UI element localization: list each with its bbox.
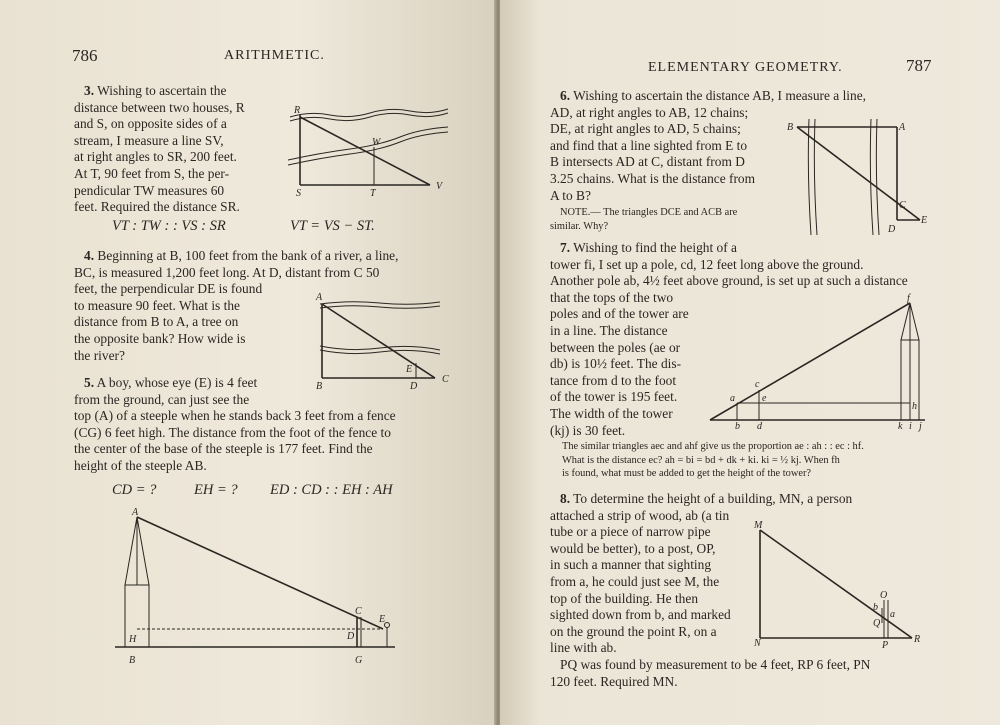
svg-text:B: B [316,381,323,392]
svg-text:R: R [294,105,301,116]
svg-text:f: f [907,293,910,304]
figure-river-houses [280,105,450,200]
svg-text:A: A [899,122,906,133]
equation: CD = ? [112,482,157,498]
boy-figure [385,623,390,628]
svg-text:R: R [914,634,921,645]
left-page [0,0,496,725]
problem-5: 5. A boy, whose eye (E) is 4 feet from the ground, can just see the top (A) of a steeple when he stands back 3 feet from a fence (CG) 6 feet high. The distance from the foot of the fence to the center of the base of the steeple is 177 feet. Find the height of the steeple AB. [74,375,396,473]
svg-text:B: B [129,655,136,666]
svg-text:i: i [909,421,912,432]
svg-text:j: j [919,421,922,432]
figure-chains [785,115,935,240]
problem-3: 3. Wishing to ascertain the distance between two houses, R and S, on opposite sides of a stream, I measure a line SV, at right angles to SR, 200 feet. At T, 90 feet from S, the per- pendicular TW measures 60 feet. Required the distance SR. [74,83,245,215]
svg-text:C: C [442,374,449,385]
svg-text:e: e [762,393,767,404]
svg-text:W: W [372,137,381,148]
svg-text:d: d [757,421,762,432]
svg-text:a: a [730,393,735,404]
running-header: ARITHMETIC. [224,48,325,63]
svg-text:k: k [898,421,903,432]
svg-text:N: N [754,638,761,649]
svg-text:D: D [888,224,896,235]
svg-text:Q: Q [873,618,881,629]
figure-steeple [115,505,415,670]
figure-building [752,520,932,650]
note: The similar triangles aec and ahf give us the proportion ae : ah : : ec : hf. What is the distance ec? ah = bi = bd + dk + ki. ki = ½ kj. When fh is found, what must be added to get the height of the tower? [562,441,864,479]
svg-text:O: O [880,590,888,601]
svg-text:S: S [296,188,301,199]
svg-text:E: E [379,614,386,625]
svg-text:C: C [899,200,906,211]
svg-text:V: V [436,181,443,192]
problem-6: 6. Wishing to ascertain the distance AB, I measure a line, AD, at right angles to AB, 12 chains; DE, at right angles to AD, 5 chains; and find that a line sighted from E to B intersects AD at C, distant from D 3.25 chains. What is the distance from A to B? [550,88,867,203]
svg-text:D: D [347,631,355,642]
svg-text:M: M [754,520,763,531]
svg-text:A: A [132,507,139,518]
svg-text:C: C [355,606,362,617]
running-header: ELEMENTARY GEOMETRY. [648,60,843,75]
equation: VT : TW : : VS : SR [112,218,226,234]
svg-text:A: A [316,292,323,303]
svg-text:E: E [921,215,928,226]
svg-text:P: P [882,640,889,651]
problem-8: 8. To determine the height of a building, MN, a person attached a strip of wood, ab (a tin tube or a piece of narrow pipe would be better), to a post, OP, in such a manner that sighting from a, he could just see M, the top of the building. He then sighted down from b, and marked on the ground the point R, on a line with ab. PQ was found by measurement to be 4 feet, RP 6 feet, PN 120 feet. Required MN. [550,491,871,689]
figure-tower [705,295,935,430]
svg-text:b: b [735,421,740,432]
equation: VT = VS − ST. [290,218,375,234]
svg-text:b: b [873,602,878,613]
svg-text:E: E [406,364,413,375]
svg-text:B: B [787,122,794,133]
page-number: 787 [906,56,932,75]
right-page [500,0,1000,725]
page-number: 786 [72,46,98,65]
svg-text:a: a [890,609,895,620]
svg-text:G: G [355,655,363,666]
svg-text:h: h [912,401,917,412]
svg-text:T: T [370,188,376,199]
note: NOTE.— The triangles DCE and ACB are similar. Why? [550,207,738,232]
svg-text:H: H [129,634,137,645]
equation: EH = ? [194,482,238,498]
equation: ED : CD : : EH : AH [270,482,393,498]
problem-4: 4. Beginning at B, 100 feet from the bank of a river, a line, BC, is measured 1,200 feet long. At D, distant from C 50 feet, the perpendicular DE is found to measure 90 feet. What is the distance from B to A, a tree on the opposite bank? How wide is the river? [74,248,399,363]
svg-text:D: D [410,381,418,392]
svg-text:c: c [755,379,760,390]
problem-7: 7. Wishing to find the height of a tower fi, I set up a pole, cd, 12 feet long above the ground. Another pole ab, 4½ feet above ground, is set up at such a distance that the tops of the two poles and of the tower are in a line. The distance between the poles (ae or db) is 10½ feet. The dis- tance from d to the foot of the tower is 195 feet. The width of the tower (kj) is 30 feet. [550,240,908,438]
problem-number: 3. [84,83,95,98]
